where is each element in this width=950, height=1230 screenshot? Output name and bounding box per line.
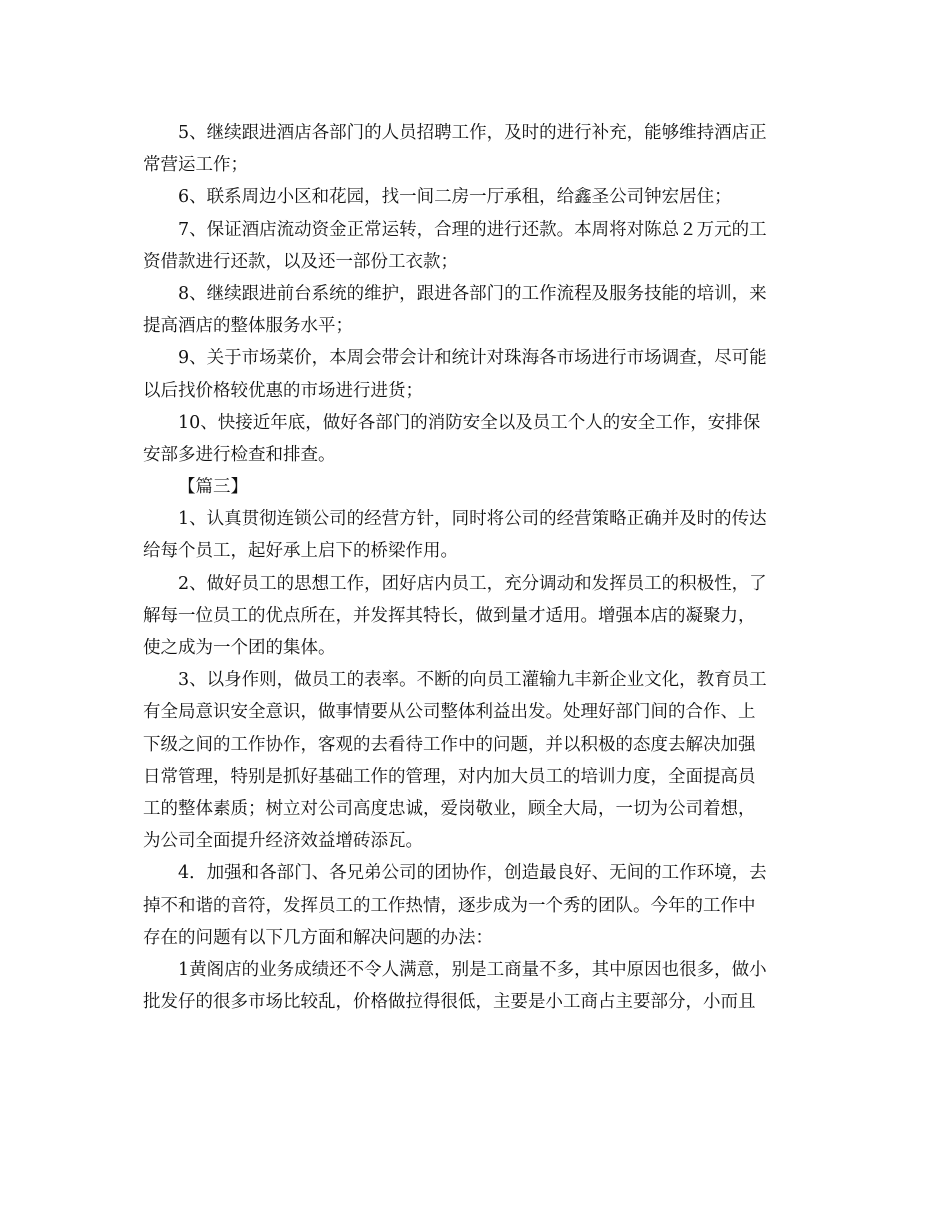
text-line: 【篇三】 [178,477,248,498]
document-body [143,117,813,1018]
text-line: 10、快接近年底，做好各部门的消防安全以及员工个人的安全工作，安排保 [178,412,761,433]
text-line: 9、关于市场菜价，本周会带会计和统计对珠海各市场进行市场调查，尽可能 [178,348,767,369]
text-line: 4．加强和各部门、各兄弟公司的团协作，创造最良好、无间的工作环境，去 [178,863,767,884]
text-line: 为公司全面提升经济效益增砖添瓦。 [143,831,423,852]
text-line: 存在的问题有以下几方面和解决问题的办法： [143,927,493,948]
text-line: 资借款进行还款，以及还一部份工衣款； [143,251,458,272]
text-line: 6、联系周边小区和花园，找一间二房一厅承租，给鑫圣公司钟宏居住； [178,187,732,208]
text-line: 3、以身作则，做员工的表率。不断的向员工灌输九丰新企业文化，教育员工 [178,670,767,691]
text-line: 7、保证酒店流动资金正常运转，合理的进行还款。本周将对陈总２万元的工 [178,219,767,240]
text-line: 解每一位员工的优点所在，并发挥其特长，做到量才适用。增强本店的凝聚力， [143,605,756,626]
text-line: 工的整体素质；树立对公司高度忠诚，爱岗敬业，顾全大局，一切为公司着想， [143,798,756,819]
text-line: 有全局意识安全意识，做事情要从公司整体利益出发。处理好部门间的合作、上 [143,702,756,723]
text-line: 常营运工作； [143,155,248,176]
text-line: 以后找价格较优惠的市场进行进货； [143,380,423,401]
text-line: 1黄阁店的业务成绩还不令人满意，别是工商量不多，其中原因也很多，做小 [178,959,767,980]
text-line: 下级之间的工作协作，客观的去看待工作中的问题，并以积极的态度去解决加强 [143,734,756,755]
text-line: 5、继续跟进酒店各部门的人员招聘工作，及时的进行补充，能够维持酒店正 [178,123,767,143]
text-line: 1、认真贯彻连锁公司的经营方针，同时将公司的经营策略正确并及时的传达 [178,509,767,530]
text-line: 使之成为一个团的集体。 [143,638,336,658]
text-line: 安部多进行检查和排查。 [143,444,336,465]
text-line: 掉不和谐的音符，发挥员工的工作热情，逐步成为一个秀的团队。今年的工作中 [143,895,756,916]
text-line: 日常管理，特别是抓好基础工作的管理，对内加大员工的培训力度，全面提高员 [143,766,756,787]
text-line: 批发仔的很多市场比较乱，价格做拉得很低，主要是小工商占主要部分，小而且 [143,992,756,1013]
text-line: 8、继续跟进前台系统的维护，跟进各部门的工作流程及服务技能的培训，来 [178,283,767,304]
text-line: 2、做好员工的思想工作，团好店内员工，充分调动和发挥员工的积极性，了 [178,573,767,594]
text-line: 提高酒店的整体服务水平； [143,316,353,337]
text-line: 给每个员工，起好承上启下的桥梁作用。 [143,541,458,562]
